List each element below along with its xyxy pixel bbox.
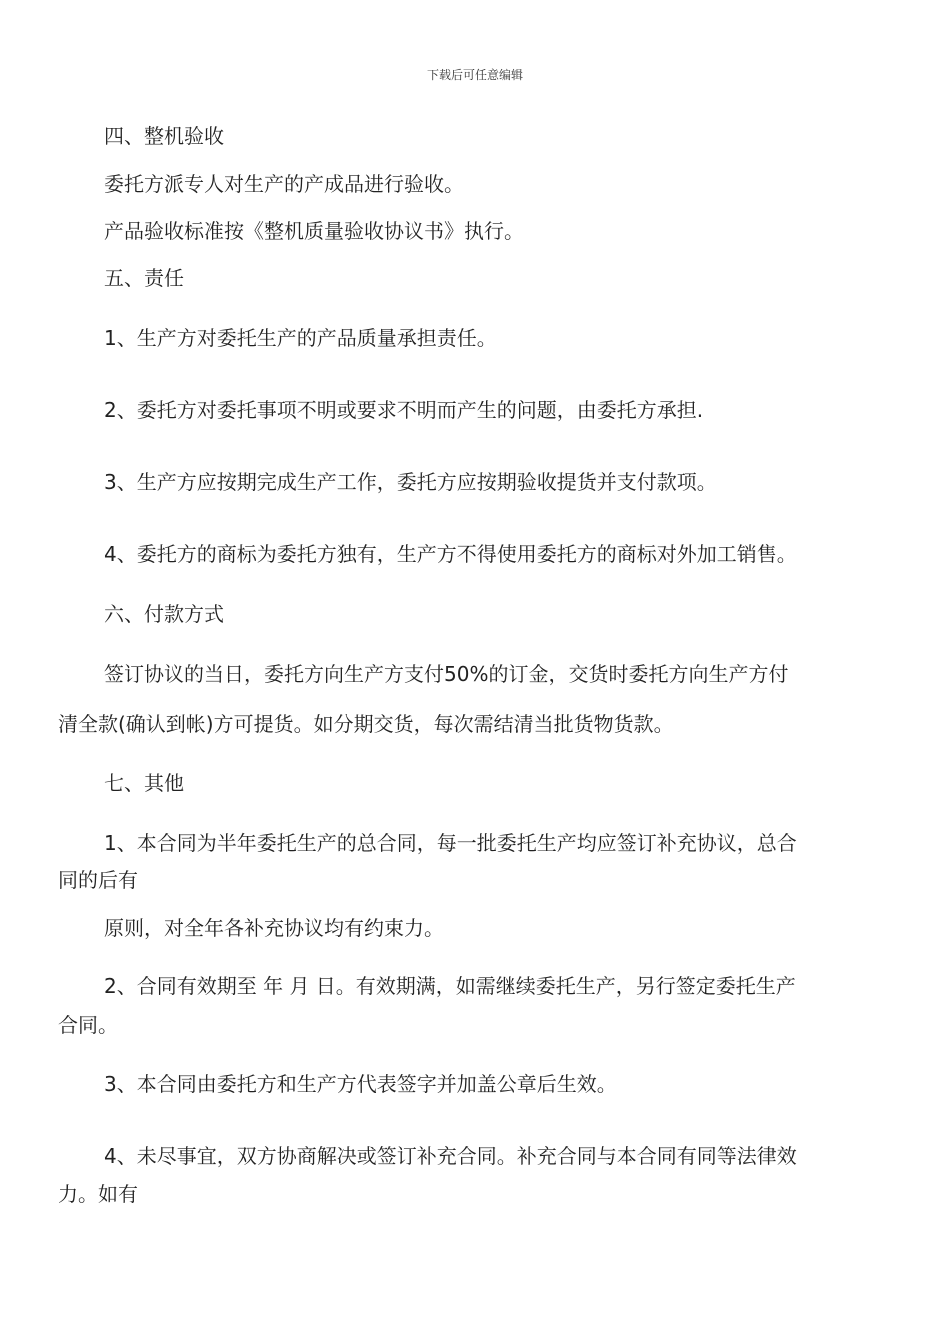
list-item: 2、合同有效期至 年 月 日。有效期满，如需继续委托生产，另行签定委托生产 [104, 974, 796, 998]
paragraph-line: 委托方派专人对生产的产成品进行验收。 [104, 172, 464, 196]
list-item: 3、本合同由委托方和生产方代表签字并加盖公章后生效。 [104, 1072, 617, 1096]
section-heading-other: 七、其他 [104, 771, 184, 795]
section-heading-acceptance: 四、整机验收 [104, 124, 224, 148]
page-header: 下载后可任意编辑 [426, 68, 523, 82]
list-item: 1、本合同为半年委托生产的总合同，每一批委托生产均应签订补充协议，总合 [104, 831, 797, 855]
paragraph-line: 合同。 [58, 1013, 118, 1037]
paragraph-line: 力。如有 [58, 1182, 138, 1206]
section-heading-responsibility: 五、责任 [104, 266, 184, 290]
paragraph-line: 同的后有 [58, 868, 138, 892]
paragraph-line: 清全款(确认到帐)方可提货。如分期交货，每次需结清当批货物货款。 [58, 712, 674, 736]
list-item: 4、委托方的商标为委托方独有，生产方不得使用委托方的商标对外加工销售。 [104, 542, 797, 566]
section-heading-payment: 六、付款方式 [104, 602, 224, 626]
list-item: 4、未尽事宜，双方协商解决或签订补充合同。补充合同与本合同有同等法律效 [104, 1144, 797, 1168]
list-item: 1、生产方对委托生产的产品质量承担责任。 [104, 326, 497, 350]
paragraph-line: 原则，对全年各补充协议均有约束力。 [104, 916, 444, 940]
list-item: 2、委托方对委托事项不明或要求不明而产生的问题，由委托方承担. [104, 398, 704, 422]
list-item: 3、生产方应按期完成生产工作，委托方应按期验收提货并支付款项。 [104, 470, 717, 494]
paragraph-line: 签订协议的当日，委托方向生产方支付50%的订金，交货时委托方向生产方付 [104, 662, 789, 686]
paragraph-line: 产品验收标准按《整机质量验收协议书》执行。 [104, 219, 524, 243]
